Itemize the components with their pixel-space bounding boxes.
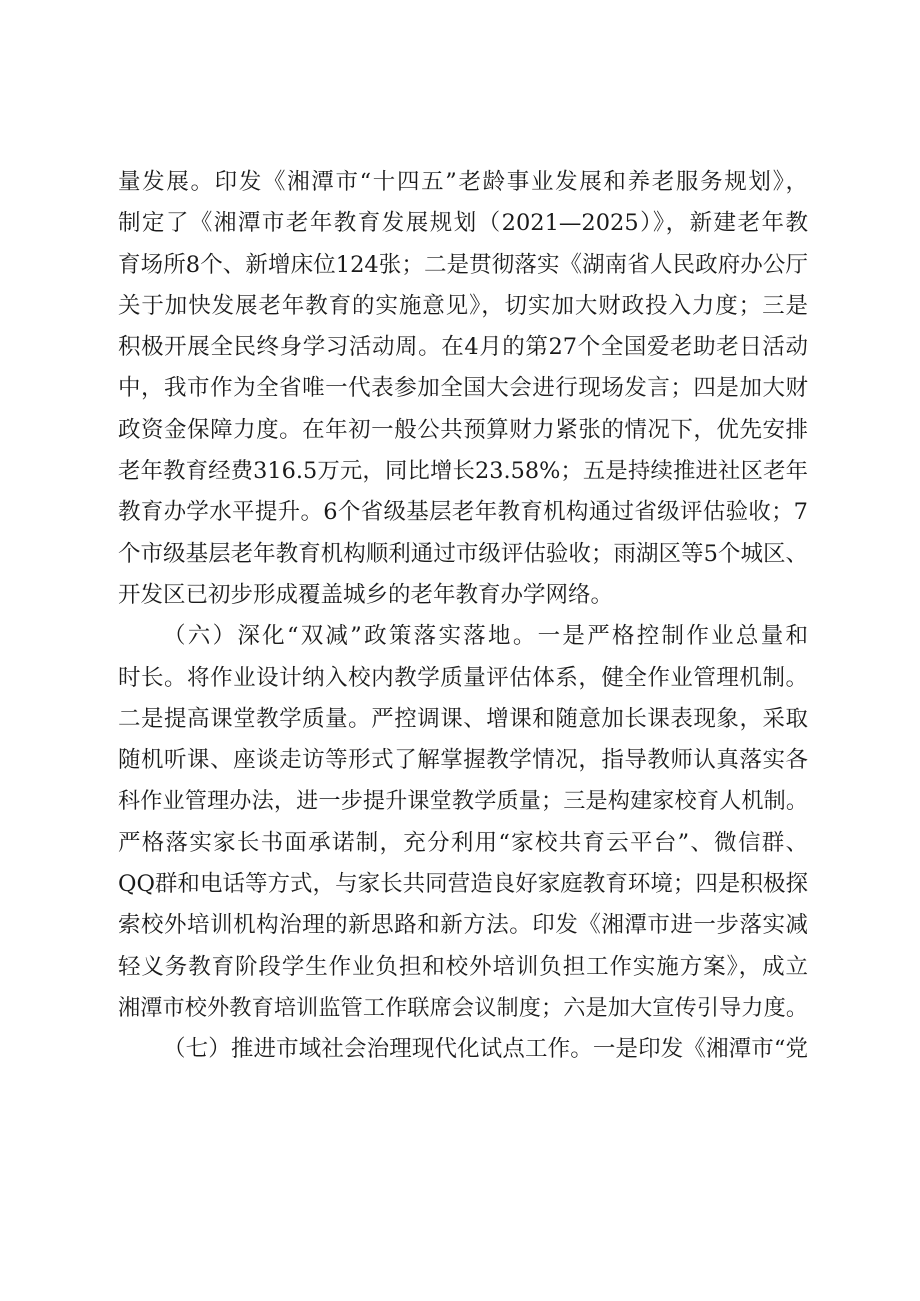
text-line: 个市级基层老年教育机构顺利通过市级评估验收；雨湖区等5个城区、 [118, 540, 808, 567]
text-line: 科作业管理办法，进一步提升课堂教学质量；三是构建家校育人机制。 [118, 788, 808, 815]
text-line: QQ群和电话等方式，与家长共同营造良好家庭教育环境；四是积极探 [118, 871, 808, 898]
text-line: 开发区已初步形成覆盖城乡的老年教育办学网络。 [118, 581, 614, 608]
text-line: 时长。将作业设计纳入校内教学质量评估体系，健全作业管理机制。 [118, 664, 808, 691]
text-line: 老年教育经费316.5万元，同比增长23.58%；五是持续推进社区老年 [118, 458, 808, 485]
text-line: 量发展。印发《湘潭市“十四五”老龄事业发展和养老服务规划》， [118, 169, 808, 195]
text-line: 关于加快发展老年教育的实施意见》，切实加大财政投入力度；三是 [118, 292, 808, 319]
paragraph-first-line: （七）推进市域社会治理现代化试点工作。一是印发《湘潭市“党 [163, 1036, 808, 1063]
text-line: 中，我市作为全省唯一代表参加全国大会进行现场发言；四是加大财 [118, 375, 808, 402]
text-line: 制定了《湘潭市老年教育发展规划（2021—2025）》，新建老年教 [118, 210, 808, 237]
text-line: 湘潭市校外教育培训监管工作联席会议制度；六是加大宣传引导力度。 [118, 994, 808, 1021]
text-line: 索校外培训机构治理的新思路和新方法。印发《湘潭市进一步落实减 [118, 912, 808, 939]
text-line: 教育办学水平提升。6个省级基层老年教育机构通过省级评估验收；7 [118, 499, 808, 526]
text-line: 严格落实家长书面承诺制，充分利用“家校共育云平台”、微信群、 [118, 829, 808, 856]
paragraph-first-line: （六）深化“双减”政策落实落地。一是严格控制作业总量和 [163, 623, 808, 650]
text-line: 积极开展全民终身学习活动周。在4月的第27个全国爱老助老日活动 [118, 334, 808, 361]
text-line: 政资金保障力度。在年初一般公共预算财力紧张的情况下，优先安排 [118, 416, 808, 443]
body-text [118, 162, 808, 1071]
text-line: 随机听课、座谈走访等形式了解掌握教学情况，指导教师认真落实各 [118, 747, 808, 774]
text-line: 二是提高课堂教学质量。严控调课、增课和随意加长课表现象，采取 [118, 705, 808, 732]
text-line: 育场所8个、新增床位124张；二是贯彻落实《湖南省人民政府办公厅 [118, 251, 808, 278]
text-line: 轻义务教育阶段学生作业负担和校外培训负担工作实施方案》，成立 [118, 953, 808, 980]
